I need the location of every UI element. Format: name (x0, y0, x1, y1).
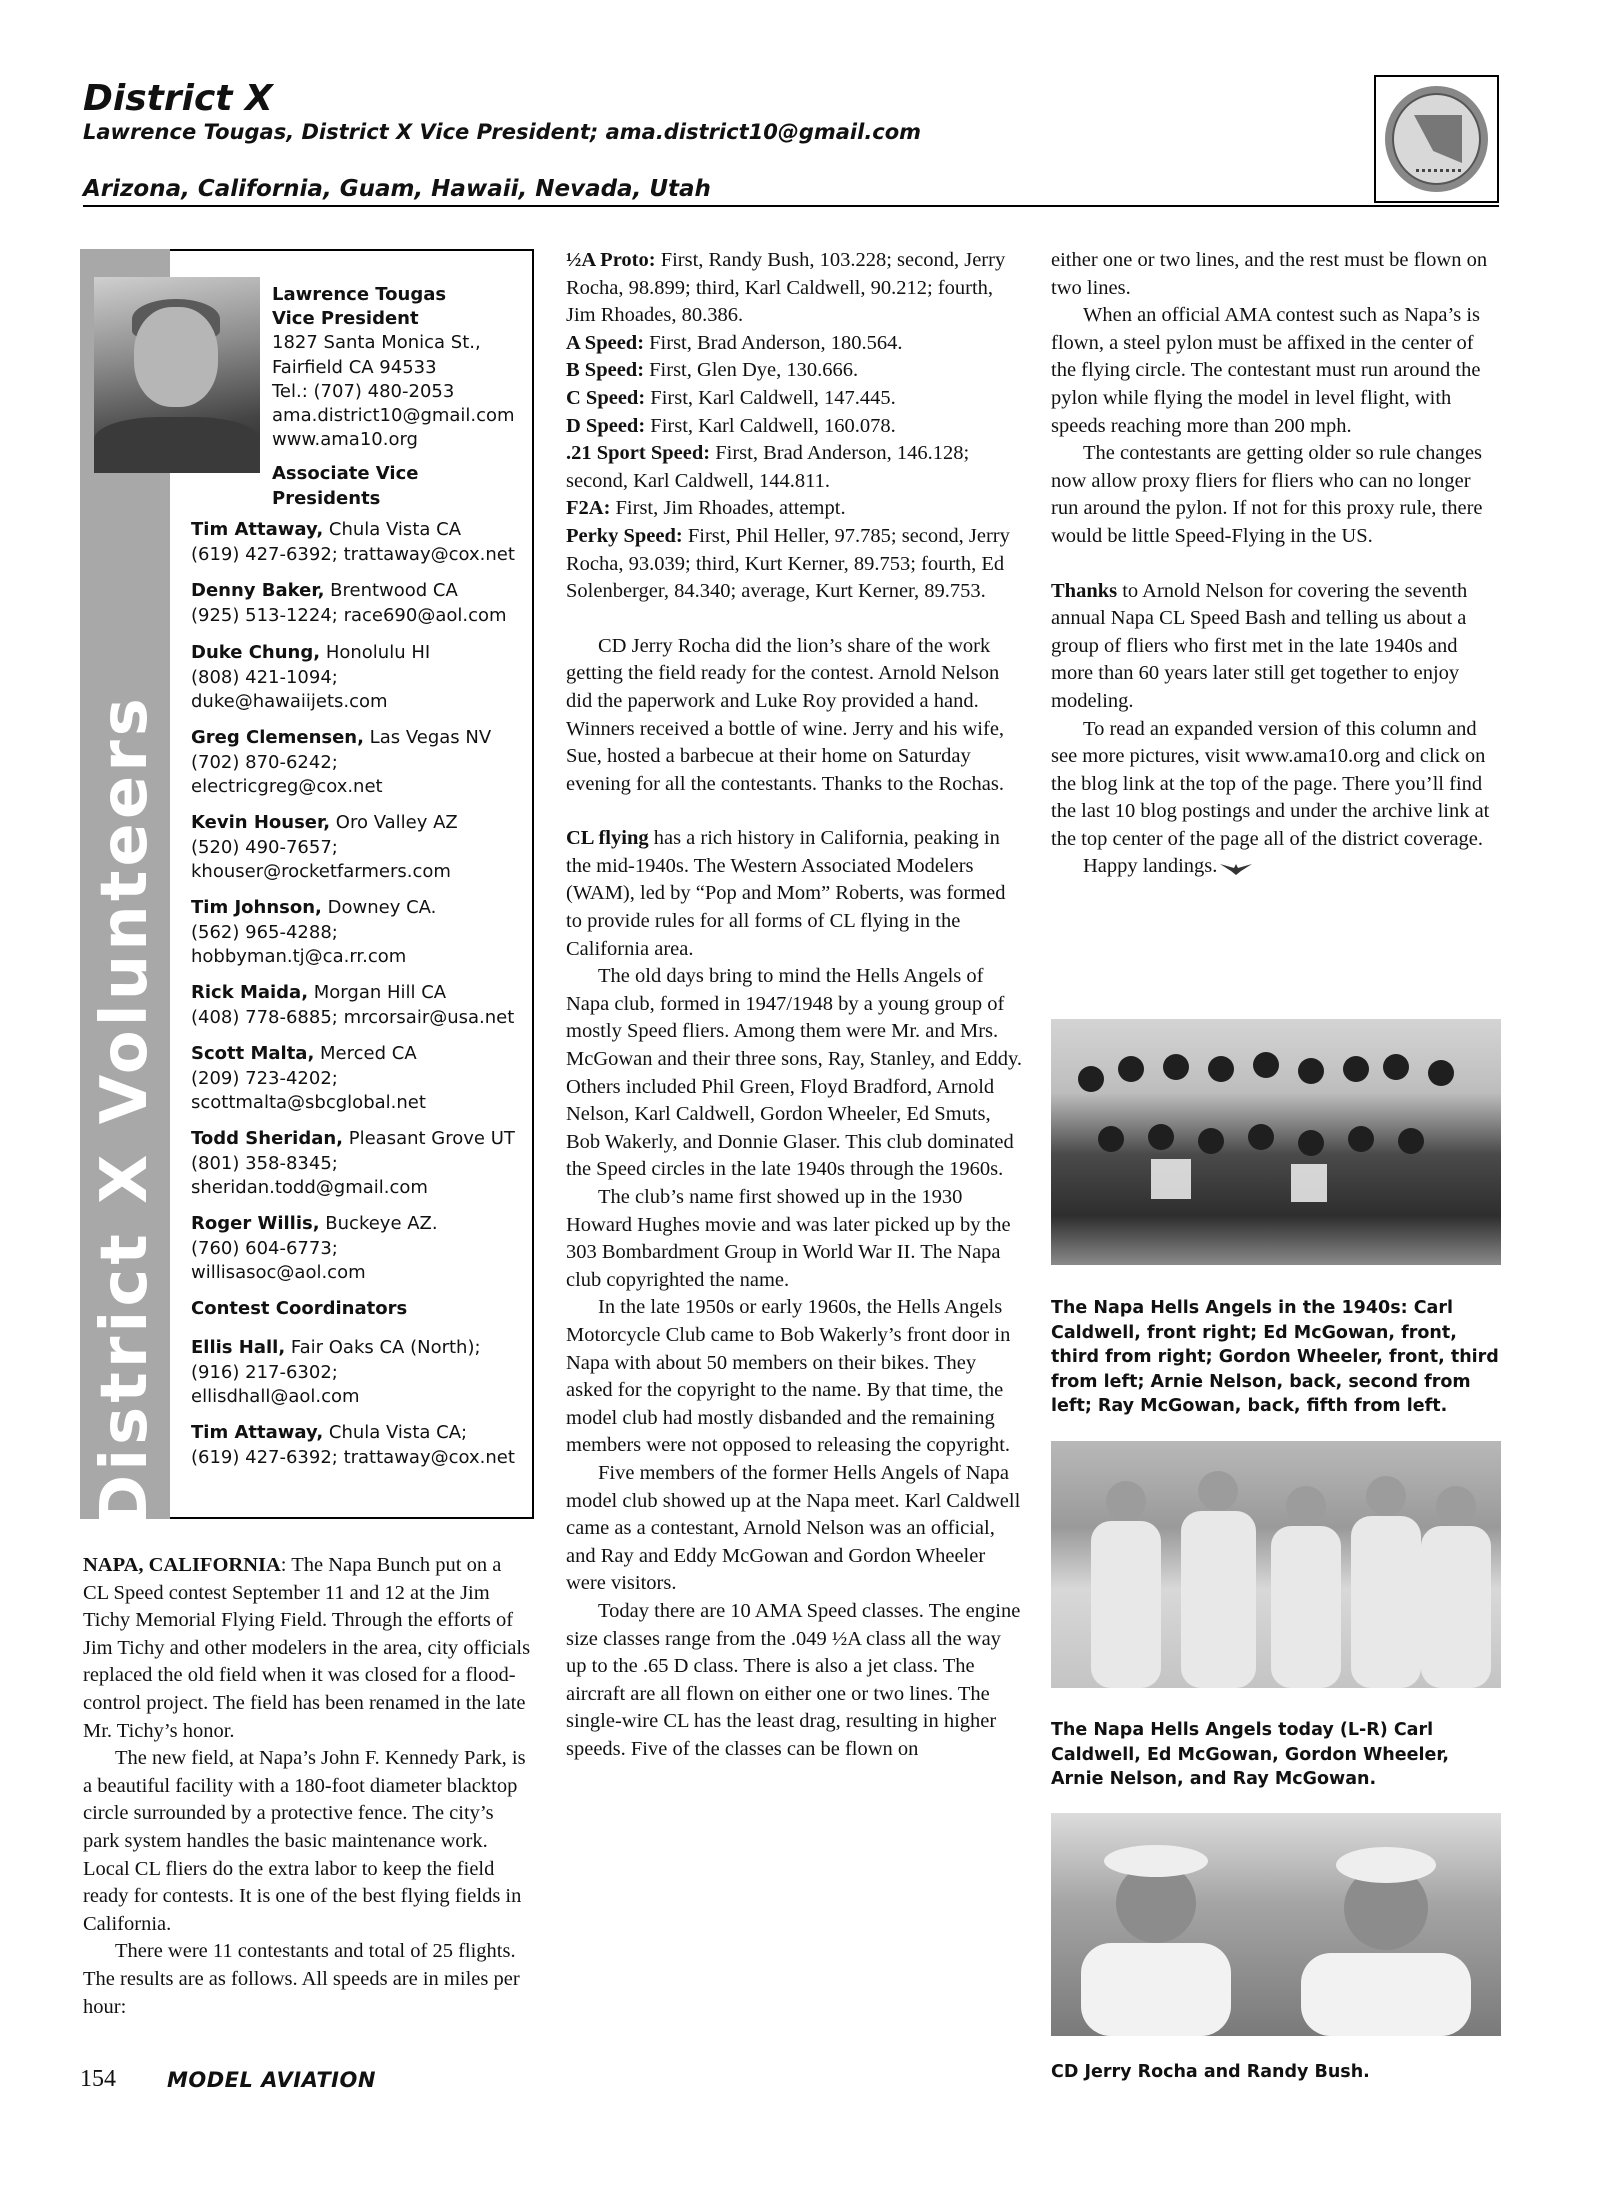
associate-8 (191, 1127, 515, 1201)
associate-place: Honolulu HI (320, 642, 431, 663)
article-column-1 (83, 1552, 531, 2021)
associate-contact: (562) 965-4288; (191, 921, 338, 943)
result-label: .21 Sport Speed: (566, 442, 711, 465)
associate-email[interactable]: duke@hawaiijets.com (191, 691, 388, 712)
paragraph-cl-flying (566, 825, 1023, 963)
photo-hells-angels-today (1051, 1441, 1501, 1688)
result-text: First, Randy Bush, 103.228; second, Jerry Rocha, 98.899; third, Karl Caldwell, 90.212; fourth, Jim Rhoades, 80.386. (566, 249, 1006, 327)
vp-contact (272, 283, 515, 511)
associate-contact: (760) 604-6773; (191, 1237, 338, 1259)
caption-1940s: The Napa Hells Angels in the 1940s: Carl Caldwell, front right; Ed McGowan, front, third from right; Gordon Wheeler, front, third from left; Arnie Nelson, back, second from left; Ray McGowan, back, fifth from left. (1051, 1298, 1499, 1416)
contest-coordinators-heading: Contest Coordinators (191, 1298, 408, 1319)
paragraph-contestants: There were 11 contestants and total of 25 flights. The results are as follows. All speeds are in miles per hour: (83, 1940, 520, 2018)
result-label: C Speed: (566, 386, 646, 409)
caption-today: The Napa Hells Angels today (L-R) Carl Caldwell, Ed McGowan, Gordon Wheeler, Arnie Nelson, and Ray McGowan. (1051, 1720, 1450, 1789)
associate-name: Tim Johnson, (191, 897, 322, 918)
vp-email[interactable]: ama.district10@gmail.com (272, 405, 515, 427)
associate-email[interactable]: willisasoc@aol.com (191, 1262, 366, 1283)
result-text: First, Karl Caldwell, 147.445. (645, 386, 896, 409)
paragraph-cd: CD Jerry Rocha did the lion’s share of the work getting the field ready for the contest. Arnold Nelson did the paperwork and Luke Roy provided a hand. Winners received a bottle of wine. Jerry and his wife, Sue, hosted a barbecue at their home on Saturday evening for all the contestants. Thanks to the Rochas. (566, 634, 1005, 795)
associate-contact: (808) 421-1094; (191, 666, 338, 688)
associate-contact: (702) 870-6242; (191, 751, 338, 773)
group-silhouette-1940s (1051, 1019, 1501, 1265)
article-column-2 (566, 247, 1023, 1763)
associate-name: Denny Baker, (191, 580, 325, 601)
result-b-speed (566, 357, 1023, 385)
associate-contact: (520) 490-7657; (191, 836, 338, 858)
paragraph-late-1950s: In the late 1950s or early 1960s, the Hells Angels Motorcycle Club came to Bob Wakerly’s front door in Napa with about 50 members on their bikes. They asked for the copyright to the name. By that time, the model club had mostly disbanded and the remaining members were not opposed to releasing the copyright. (566, 1296, 1011, 1457)
associate-email[interactable]: khouser@rocketfarmers.com (191, 861, 451, 882)
associate-place: Chula Vista CA (323, 519, 462, 540)
associate-name: Rick Maida, (191, 982, 309, 1003)
associate-email[interactable]: sheridan.todd@gmail.com (191, 1177, 428, 1198)
page-title: District X (83, 78, 273, 119)
associate-contact: (408) 778-6885; mrcorsair@usa.net (191, 1006, 515, 1028)
result-text: First, Karl Caldwell, 160.078. (645, 414, 896, 437)
associate-place: Oro Valley AZ (330, 812, 458, 833)
result-perky-speed (566, 523, 1023, 606)
associate-place: Buckeye AZ. (319, 1213, 438, 1234)
header-subtitle: Lawrence Tougas, District X Vice President; ama.district10@gmail.com (83, 120, 922, 144)
associate-place: Merced CA (314, 1043, 417, 1064)
result-label: A Speed: (566, 331, 645, 354)
paragraph-read-more: To read an expanded version of this column and see more pictures, visit www.ama10.org and click on the blog link at the top of the page. There you’ll find the last 10 blog postings and under the archive link at the top center of the page all of the district coverage. (1051, 717, 1490, 850)
paragraph-happy-landings (1051, 853, 1501, 881)
result-label: Perky Speed: (566, 524, 683, 547)
vp-phone: Tel.: (707) 480-2053 (272, 380, 455, 402)
paragraph-new-field: The new field, at Napa’s John F. Kennedy Park, is a beautiful facility with a 180-foot diameter blacktop circle surrounded by a protective fence. The city’s park system handles the basic maintenance work. Local CL fliers do the extra labor to keep the field ready for contests. It is one of the best flying fields in California. (83, 1747, 526, 1935)
vp-website[interactable]: www.ama10.org (272, 429, 418, 451)
coordinator-contact: (916) 217-6302; (191, 1361, 338, 1383)
associate-7 (191, 1042, 426, 1116)
associate-email[interactable]: hobbyman.tj@ca.rr.com (191, 946, 407, 967)
coordinator-1 (191, 1421, 515, 1470)
associate-6 (191, 981, 514, 1030)
cl-flying-text: has a rich history in California, peaking in the mid-1940s. The Western Associated Modelers (WAM), led by “Pop and Mom” Roberts, was formed to provide rules for all forms of CL flying in the California area. (566, 827, 1006, 960)
paragraph-pylon: When an official AMA contest such as Napa’s is flown, a steel pylon must be affixed in the center of the flying circle. The contestant must run around the pylon while flying the model in level flight, with speeds reaching more than 200 mph. (1051, 304, 1481, 437)
result-f2a (566, 495, 1023, 523)
result-text: First, Brad Anderson, 146.128; second, Karl Caldwell, 144.811. (566, 442, 970, 492)
result-c-speed (566, 385, 1023, 413)
coordinator-place: Chula Vista CA; (323, 1422, 468, 1443)
thanks-lead: Thanks (1051, 579, 1118, 602)
associate-9 (191, 1212, 438, 1286)
associate-3 (191, 726, 491, 800)
caption-rocha-bush: CD Jerry Rocha and Randy Bush. (1051, 2062, 1370, 2082)
thanks-text: to Arnold Nelson for covering the seventh annual Napa CL Speed Bash and telling us about a group of fliers who first met in the late 1940s and more than 60 years later still get together to enjoy modeling. (1051, 579, 1468, 712)
associate-contact: (925) 513-1224; race690@aol.com (191, 604, 507, 626)
associate-4 (191, 811, 458, 885)
district-logo (1374, 75, 1499, 203)
associate-name: Tim Attaway, (191, 519, 324, 540)
associate-5 (191, 896, 436, 970)
dateline: NAPA, CALIFORNIA (83, 1554, 281, 1576)
coordinator-contact: (619) 427-6392; trattaway@cox.net (191, 1446, 515, 1468)
duo-silhouette (1051, 1813, 1501, 2036)
vp-address1: 1827 Santa Monica St., (272, 332, 481, 354)
result-text: First, Jim Rhoades, attempt. (610, 497, 846, 520)
logo-stars-icon (1416, 169, 1461, 177)
result-a-speed (566, 330, 1023, 358)
result-text: First, Glen Dye, 130.666. (644, 359, 859, 382)
publication-name: MODEL AVIATION (167, 2068, 376, 2092)
associate-name: Duke Chung, (191, 642, 321, 663)
associate-name: Scott Malta, (191, 1043, 315, 1064)
cl-flying-lead: CL flying (566, 827, 649, 850)
coordinator-0 (191, 1336, 481, 1410)
ama-wings-icon (1219, 860, 1253, 876)
associate-contact: (619) 427-6392; trattaway@cox.net (191, 543, 515, 565)
coordinator-name: Ellis Hall, (191, 1337, 286, 1358)
coordinator-name: Tim Attaway, (191, 1422, 324, 1443)
associate-email[interactable]: electricgreg@cox.net (191, 776, 383, 797)
result-text: First, Brad Anderson, 180.564. (644, 331, 903, 354)
associate-name: Greg Clemensen, (191, 727, 364, 748)
associate-name: Todd Sheridan, (191, 1128, 344, 1149)
associate-1 (191, 579, 507, 628)
associate-0 (191, 518, 515, 567)
associate-place: Brentwood CA (324, 580, 458, 601)
group-silhouette-today (1051, 1441, 1501, 1688)
associate-2 (191, 641, 430, 715)
coordinator-email[interactable]: ellisdhall@aol.com (191, 1386, 360, 1407)
vp-name: Lawrence Tougas (272, 284, 447, 305)
result-text: First, Phil Heller, 97.785; second, Jerry Rocha, 93.039; third, Kurt Kerner, 89.753; fourth, Ed Solenberger, 84.340; average, Kurt Kerner, 89.753. (566, 524, 1010, 603)
associate-heading-line1: Associate Vice (272, 463, 419, 485)
result-label: ½A Proto: (566, 249, 656, 271)
paragraph-old-days: The old days bring to mind the Hells Angels of Napa club, formed in 1947/1948 by a young group of mostly Speed fliers. Among them were Mr. and Mrs. McGowan and their three sons, Ray, Stanley, and Eddy. Others included Phil Green, Floyd Bradford, Arnold Nelson, Karl Caldwell, Gordon Wheeler, Ed Smuts, Bob Wakerly, and Donnie Glaser. This club dominated the Speed circles in the late 1940s through the 1960s. (566, 965, 1023, 1181)
associate-place: Las Vegas NV (363, 727, 492, 748)
portrait-body (94, 417, 260, 473)
result-21-sport-speed (566, 440, 1023, 495)
associate-email[interactable]: scottmalta@sbcglobal.net (191, 1092, 426, 1113)
paragraph-speed-classes: Today there are 10 AMA Speed classes. The engine size classes range from the .049 ½A class all the way up to the .65 D class. There is also a jet class. The aircraft are all flown on either one or two lines. The single-wire CL has the least drag, resulting in higher speeds. Five of the classes can be flown on (566, 1599, 1021, 1760)
page-number: 154 (80, 2066, 116, 2092)
associate-contact: (801) 358-8345; (191, 1152, 338, 1174)
paragraph-proxy: The contestants are getting older so rule changes now allow proxy fliers for fliers who can no longer run around the pylon. If not for this proxy rule, there would be little Speed-Flying in the US. (1051, 442, 1483, 547)
associate-place: Downey CA. (321, 897, 437, 918)
paragraph-intro (83, 1552, 531, 1745)
paragraph-club-name: The club’s name first showed up in the 1930 Howard Hughes movie and was later picked up by the 303 Bombardment Group in World War II. The Napa club copyrighted the name. (566, 1186, 1011, 1291)
associate-place: Morgan Hill CA (308, 982, 447, 1003)
paragraph-five-members: Five members of the former Hells Angels of Napa model club showed up at the Napa meet. Karl Caldwell came as a contestant, Arnold Nelson was an official, and Ray and Eddy McGowan and Gordon Wheeler were visitors. (566, 1461, 1021, 1595)
associate-name: Roger Willis, (191, 1213, 320, 1234)
result-d-speed (566, 413, 1023, 441)
associate-place: Pleasant Grove UT (343, 1128, 515, 1149)
result-label: F2A: (566, 497, 611, 520)
associate-name: Kevin Houser, (191, 812, 331, 833)
photo-hells-angels-1940s (1051, 1019, 1501, 1265)
vp-address2: Fairfield CA 94533 (272, 356, 437, 378)
article-column-3 (1051, 247, 1501, 881)
header-rule (83, 205, 1499, 207)
paragraph-either: either one or two lines, and the rest must be flown on two lines. (1051, 249, 1488, 299)
vp-title: Vice President (272, 308, 419, 330)
coordinator-place: Fair Oaks CA (North); (285, 1337, 481, 1358)
vp-portrait-photo (94, 277, 260, 473)
associate-heading-line2: Presidents (272, 487, 381, 509)
intro-text: : The Napa Bunch put on a CL Speed contest September 11 and 12 at the Jim Tichy Memorial Flying Field. Through the efforts of Jim Tichy and other modelers in the area, city officials replaced the old field when it was closed for a flood-control project. The field has been renamed in the late Mr. Tichy’s honor. (83, 1554, 531, 1742)
happy-landings-text: Happy landings. (1083, 855, 1218, 878)
sidebar-vertical-title: District X Volunteers (88, 694, 162, 1528)
paragraph-thanks (1051, 578, 1501, 716)
result-half-a-proto (566, 247, 1023, 330)
portrait-face (134, 307, 218, 407)
header-states: Arizona, California, Guam, Hawaii, Nevada, Utah (83, 176, 711, 202)
photo-rocha-and-bush (1051, 1813, 1501, 2036)
associate-contact: (209) 723-4202; (191, 1067, 338, 1089)
result-label: B Speed: (566, 359, 645, 382)
result-label: D Speed: (566, 414, 646, 437)
